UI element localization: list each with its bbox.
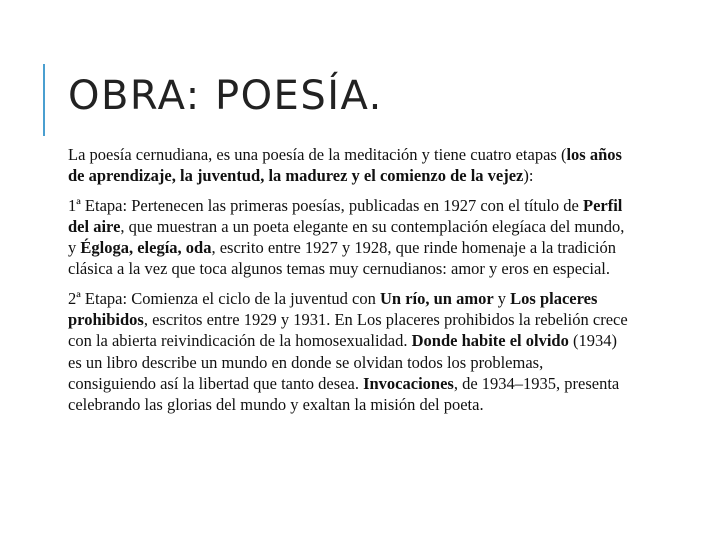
text-segment: 1ª Etapa: Pertenecen las primeras poesías, publicadas en 1927 con el título de bbox=[68, 195, 583, 215]
text-segment: , escritos entre 1929 y 1931. En Los placeres prohibidos la rebelión crece con la abierta reivindicación de la homosexualidad. bbox=[68, 310, 628, 351]
text-segment: y bbox=[493, 288, 511, 308]
paragraph-intro bbox=[68, 144, 628, 187]
bold-segment: Donde habite el olvido bbox=[411, 331, 569, 351]
paragraph-stage-2 bbox=[68, 288, 628, 416]
text-segment: 2ª Etapa: Comienza el ciclo de la juventud con bbox=[68, 288, 380, 308]
bold-segment: Un río, un amor bbox=[380, 288, 494, 308]
slide-title: OBRA: POESÍA. bbox=[68, 73, 383, 119]
paragraph-stage-1 bbox=[68, 195, 628, 280]
bold-segment: Égloga, elegía, oda bbox=[80, 238, 212, 258]
slide-body bbox=[68, 144, 628, 424]
bold-segment: Perfil del aire bbox=[68, 195, 623, 236]
text-segment: , de 1934–1935, presenta celebrando las glorias del mundo y exaltan la misión del poeta. bbox=[68, 373, 620, 415]
bold-segment: Invocaciones bbox=[363, 373, 454, 393]
bold-segment: los años de aprendizaje, la juventud, la madurez y el comienzo de la vejez bbox=[68, 145, 622, 186]
bold-segment: Los placeres prohibidos bbox=[68, 288, 598, 330]
title-accent-bar bbox=[43, 64, 45, 136]
text-segment: , escrito entre 1927 y 1928, que rinde homenaje a la tradición clásica a la vez que toca algunos temas muy cernudianos: amor y eros en especial. bbox=[68, 238, 617, 279]
text-segment: ): bbox=[523, 166, 534, 186]
text-segment: La poesía cernudiana, es una poesía de la meditación y tiene cuatro etapas ( bbox=[68, 145, 567, 164]
text-segment: , que muestran a un poeta elegante en su contemplación elegíaca del mundo, y bbox=[68, 216, 625, 258]
text-segment: (1934) es un libro describe un mundo en donde se olvidan todos los problemas, consiguiendo así la libertad que tanto desea. bbox=[68, 331, 617, 393]
